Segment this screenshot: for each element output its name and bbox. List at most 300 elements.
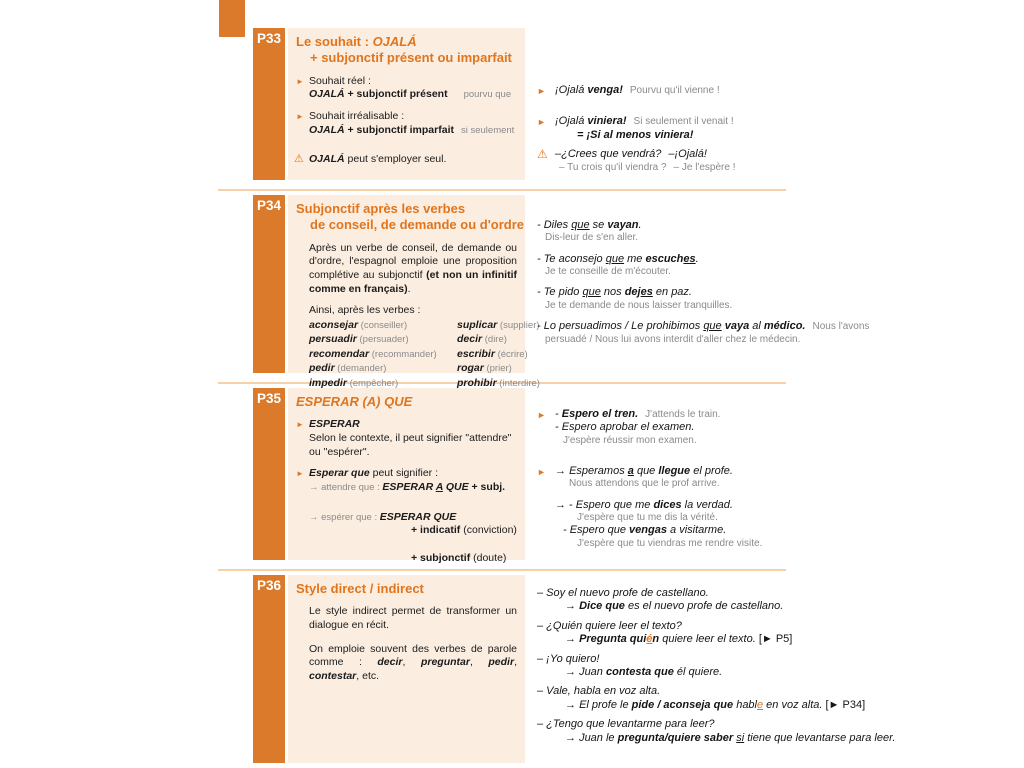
text-segment: ESPERAR QUE — [379, 510, 457, 523]
section-bar-p34 — [253, 195, 285, 373]
block-lines — [555, 499, 925, 550]
text-segment: Souhait irréalisable : — [309, 110, 405, 123]
text-segment: + indicatif — [411, 524, 461, 537]
text-segment: a visitarme. — [666, 524, 727, 537]
example-block — [537, 115, 925, 142]
text-segment: persuadir — [309, 333, 357, 346]
text-segment: dej — [624, 286, 641, 299]
text-segment: tiene que levantarse para leer. — [744, 731, 896, 744]
lesson-content-p33 — [294, 75, 517, 167]
text-segment: → — [565, 633, 580, 646]
text-line — [537, 320, 903, 347]
block-lines — [555, 148, 925, 174]
page-content — [253, 28, 1013, 763]
text-segment: escuch — [645, 252, 684, 265]
block-lines — [555, 465, 925, 491]
text-line — [309, 304, 517, 318]
text-segment: pedir — [309, 362, 335, 375]
text-line — [563, 524, 925, 537]
text-line — [555, 115, 925, 128]
text-segment: Pourvu qu'il vienne ! — [629, 85, 720, 96]
section-p35 — [253, 388, 1013, 564]
text-segment: , — [402, 656, 421, 669]
text-segment: Style direct / indirect — [296, 581, 424, 596]
text-segment: en voz alta. — [763, 698, 826, 711]
text-segment: → attendre que : — [309, 481, 383, 493]
content-block — [296, 110, 517, 137]
text-segment: → — [555, 465, 570, 477]
section-p34 — [253, 195, 1013, 389]
text-segment: al — [749, 319, 764, 332]
text-segment: se — [589, 219, 608, 231]
text-segment: pregunta/quiere saber — [617, 731, 734, 744]
text-segment: → espérer que : — [309, 511, 380, 523]
text-segment: que — [605, 252, 625, 265]
bullet-triangle-icon: ► — [296, 420, 304, 430]
lesson-panel-p35 — [288, 388, 525, 564]
lesson-content-p35 — [294, 418, 517, 565]
example-block — [537, 320, 925, 347]
text-segment: (et non un infinitif comme en français) — [309, 269, 517, 295]
text-segment: habl — [733, 698, 757, 711]
text-segment: - Lo persuadimos / Le prohibimos — [537, 319, 704, 332]
text-line — [537, 718, 925, 731]
text-segment: ESPERAR — [309, 418, 360, 431]
text-segment: → - — [555, 498, 576, 511]
text-segment: OJALÁ — [309, 123, 345, 136]
bullet-triangle-icon: ► — [537, 117, 546, 128]
example-block — [537, 685, 925, 712]
text-segment: preguntar — [420, 656, 470, 669]
warning-icon: ⚠ — [294, 153, 304, 166]
text-segment: - Te aconsejo — [537, 252, 606, 265]
text-line — [309, 124, 517, 138]
lesson-title-p33 — [294, 32, 517, 67]
text-line — [555, 148, 925, 161]
text-segment: (doute) — [470, 551, 507, 564]
text-line — [537, 620, 925, 633]
text-line — [545, 266, 925, 278]
section-bar-p36 — [253, 575, 285, 763]
text-segment: (interdire) — [496, 377, 540, 389]
text-segment: contestar — [309, 669, 357, 682]
text-segment: venga! — [587, 84, 623, 96]
text-segment: + subjonctif présent ou imparfait — [310, 50, 512, 66]
text-segment: . — [407, 282, 411, 295]
text-segment: – Tu crois qu'il viendra ? — [559, 161, 667, 173]
text-line — [309, 347, 455, 361]
block-lines — [309, 75, 517, 102]
section-bar-p33 — [253, 28, 285, 180]
text-segment: Juan — [579, 666, 606, 679]
text-segment: QUE — [442, 480, 469, 493]
section-number-p35: P35 — [256, 391, 282, 406]
page-corner-marker — [219, 0, 245, 37]
text-segment: Si seulement il venait ! — [633, 116, 734, 128]
text-segment: dices — [653, 498, 682, 511]
text-segment: - Espero aprobar el examen. — [555, 421, 695, 434]
text-segment: nos — [600, 286, 625, 299]
text-line — [537, 633, 925, 646]
block-lines — [537, 685, 925, 712]
text-line — [309, 511, 517, 525]
text-segment: A — [435, 480, 443, 493]
text-segment: . — [695, 252, 699, 265]
text-segment: –¡Ojalá! — [668, 148, 707, 161]
example-block — [537, 620, 925, 647]
text-segment: Espero que me — [575, 498, 654, 511]
text-segment: – ¿Quién quiere leer el texto? — [537, 619, 682, 632]
example-block — [537, 148, 925, 174]
text-line — [309, 432, 517, 459]
text-segment: vayan — [607, 219, 639, 231]
content-block — [296, 153, 517, 167]
text-line — [545, 232, 925, 244]
text-segment: = ¡Si al menos viniera! — [577, 128, 694, 141]
content-block — [296, 304, 517, 318]
text-segment: → — [565, 666, 580, 679]
lesson-content-p36 — [294, 605, 517, 683]
block-lines — [309, 418, 517, 459]
section-separator — [218, 189, 786, 191]
text-segment: e — [757, 698, 764, 711]
text-segment: J'espère réussir mon examen. — [563, 434, 697, 446]
text-segment: - — [555, 408, 562, 420]
text-line — [310, 50, 517, 66]
text-segment: Subjonctif après les verbes — [296, 201, 466, 216]
lesson-panel-p33 — [288, 28, 525, 180]
text-segment: (persuader) — [356, 334, 409, 346]
text-segment: - Espero que — [563, 524, 630, 537]
text-line — [296, 581, 517, 597]
text-segment: – ¡Yo quiero! — [537, 652, 600, 665]
text-segment: recomendar — [309, 347, 370, 360]
content-block — [296, 605, 517, 632]
text-segment: → — [565, 600, 580, 613]
text-segment: quiere leer el texto. — [659, 633, 759, 646]
text-segment: Espero el tren. — [561, 408, 639, 420]
text-line — [457, 376, 540, 390]
text-line — [537, 666, 925, 679]
text-segment: Souhait réel : — [309, 74, 371, 87]
text-segment: escribir — [457, 347, 495, 360]
content-block — [296, 75, 517, 102]
text-segment: [► P5] — [758, 633, 793, 646]
text-line — [309, 332, 455, 346]
block-lines — [309, 153, 517, 167]
text-segment: + subj. — [468, 480, 506, 493]
text-segment: – Je l'espère ! — [673, 161, 736, 173]
text-segment: que — [571, 219, 590, 231]
text-segment: rogar — [457, 362, 484, 375]
text-segment: – Soy el nuevo profe de castellano. — [537, 587, 709, 599]
content-block — [296, 643, 517, 684]
text-segment: en paz. — [652, 286, 692, 299]
text-segment: + subjonctif présent — [344, 88, 448, 101]
text-segment: médico. — [763, 319, 806, 332]
section-number-p33: P33 — [256, 31, 282, 46]
block-lines — [555, 408, 925, 447]
block-lines — [537, 653, 925, 680]
section-number-p36: P36 — [256, 578, 282, 593]
block-lines — [537, 587, 925, 614]
text-segment: - Te pido — [537, 286, 583, 299]
text-segment: , etc. — [356, 669, 380, 682]
text-segment: (conseiller) — [358, 319, 408, 331]
text-segment: vaya — [724, 319, 750, 332]
text-segment: suplicar — [457, 318, 498, 331]
bullet-triangle-icon: ► — [296, 469, 304, 479]
example-block — [537, 499, 925, 550]
text-segment: Le souhait : — [296, 34, 373, 49]
section-p33 — [253, 28, 1013, 180]
bullet-triangle-icon: ► — [537, 410, 546, 420]
text-line — [537, 587, 925, 600]
example-block — [537, 408, 925, 447]
lesson-title-p34 — [294, 199, 525, 234]
text-line — [537, 699, 925, 712]
text-segment: Selon le contexte, il peut signifier "attendre" ou "espérer". — [309, 432, 512, 458]
lesson-title-p36 — [294, 579, 517, 597]
text-line — [537, 685, 925, 698]
text-segment: a — [627, 465, 634, 477]
text-line — [559, 162, 925, 174]
block-lines — [309, 242, 517, 297]
text-line — [411, 524, 517, 538]
text-line — [555, 499, 925, 512]
text-segment: Après un verbe de conseil, de demande ou d'ordre, l'espagnol emploie une proposition complétive au subjonctif — [309, 241, 517, 282]
block-lines — [309, 467, 517, 565]
block-lines — [309, 110, 517, 137]
text-segment: Nous attendons que le prof arrive. — [569, 478, 720, 490]
lesson-title-p35 — [294, 392, 517, 410]
text-line — [577, 512, 925, 524]
example-block — [537, 465, 925, 491]
text-segment: (écrire) — [494, 348, 528, 360]
example-block — [537, 653, 925, 680]
text-line — [537, 286, 925, 299]
block-lines — [309, 605, 517, 632]
text-line — [296, 34, 517, 50]
text-segment: (recommander) — [369, 348, 437, 360]
text-segment: contesta que — [605, 666, 674, 679]
text-segment: (empêcher) — [346, 377, 399, 389]
text-line — [555, 465, 925, 478]
lesson-content-p34 — [294, 241, 540, 391]
text-segment: Nous l'avons persuadé / Nous lui avons interdit d'aller chez le médecin. — [545, 320, 870, 346]
text-line — [309, 481, 517, 495]
text-segment: J'espère que tu viendras me rendre visite. — [577, 537, 763, 549]
text-line — [537, 600, 925, 613]
examples-column-p35 — [525, 388, 925, 560]
text-segment: llegue — [658, 465, 691, 477]
block-lines — [537, 253, 925, 279]
text-segment: + subjonctif — [411, 551, 471, 564]
text-line — [411, 552, 517, 566]
text-line — [569, 478, 925, 490]
examples-column-p34 — [525, 195, 925, 373]
text-segment: , — [469, 656, 489, 669]
block-lines — [309, 643, 517, 684]
text-segment: Je te demande de nous laisser tranquilles. — [545, 299, 733, 311]
section-p36 — [253, 575, 1013, 763]
content-block — [296, 418, 517, 459]
text-segment: Dis-leur de s'en aller. — [545, 232, 639, 244]
text-segment: es — [640, 286, 653, 299]
text-segment: Pregunta qui — [579, 633, 647, 646]
text-segment: ¡Ojalá — [555, 115, 588, 128]
examples-column-p36 — [525, 575, 925, 763]
text-segment: ¡Ojalá — [555, 84, 588, 96]
text-segment: vengas — [629, 524, 667, 537]
text-segment: peut s'employer seul. — [344, 153, 447, 166]
text-line — [296, 201, 517, 217]
text-segment: n — [652, 633, 660, 646]
text-segment: + subjonctif imparfait — [344, 123, 454, 136]
text-line — [537, 219, 925, 232]
text-segment: [► P34] — [825, 698, 866, 711]
text-segment: Esperamos — [569, 465, 628, 477]
text-segment: – Vale, habla en voz alta. — [537, 685, 661, 698]
text-line — [577, 538, 925, 550]
text-segment: pourvu que — [463, 89, 512, 101]
text-segment: Je te conseille de m'écouter. — [545, 266, 671, 277]
block-lines — [537, 620, 925, 647]
text-line — [309, 110, 517, 124]
text-segment: que — [633, 465, 659, 477]
text-segment: El profe le — [579, 698, 632, 711]
block-lines — [555, 115, 925, 142]
text-segment: (supplier) — [497, 319, 540, 331]
text-segment: OJALÁ — [372, 34, 417, 49]
text-segment: . — [638, 219, 642, 231]
example-block — [537, 219, 925, 245]
text-segment: me — [624, 252, 646, 265]
text-line — [555, 408, 925, 421]
text-segment: OJALÁ — [309, 88, 345, 101]
text-segment: é — [646, 633, 653, 646]
text-segment: ESPERAR — [382, 480, 436, 493]
section-bar-p35 — [253, 388, 285, 560]
lesson-panel-p36 — [288, 575, 525, 763]
text-segment: decir — [457, 333, 483, 346]
text-segment: impedir — [309, 376, 347, 389]
lesson-panel-p34 — [288, 195, 540, 389]
block-lines — [537, 320, 925, 347]
text-segment: Le style indirect permet de transformer un dialogue en récit. — [309, 605, 517, 632]
text-line — [545, 300, 925, 312]
text-segment: él quiere. — [673, 666, 723, 679]
text-segment: si seulement — [460, 124, 515, 136]
text-line — [537, 253, 925, 266]
block-lines — [537, 219, 925, 245]
text-line — [309, 242, 517, 297]
text-line — [309, 75, 517, 89]
text-line — [309, 643, 517, 684]
text-line — [537, 653, 925, 666]
block-lines — [537, 286, 925, 312]
text-line — [310, 217, 525, 233]
text-segment: prohibir — [457, 376, 497, 389]
text-line — [309, 418, 517, 432]
text-segment: peut signifier : — [369, 467, 438, 480]
text-segment: Esperar que — [309, 467, 370, 480]
warning-icon: ⚠ — [537, 147, 548, 162]
bullet-triangle-icon: ► — [296, 112, 304, 122]
text-line — [309, 467, 517, 481]
text-segment: viniera! — [587, 115, 627, 128]
text-line — [309, 318, 455, 332]
text-line — [309, 153, 517, 167]
text-segment: si — [736, 731, 745, 744]
text-segment: que — [703, 319, 722, 332]
section-number-p34: P34 — [256, 198, 282, 213]
text-line — [309, 605, 517, 632]
text-line — [555, 84, 925, 97]
text-segment: de conseil, de demande ou d'ordre — [310, 217, 525, 233]
text-line — [296, 394, 517, 410]
text-segment: (prier) — [483, 363, 512, 375]
content-block — [296, 467, 517, 565]
text-segment: J'espère que tu me dis la vérité. — [577, 512, 718, 523]
text-line — [563, 435, 925, 447]
bullet-triangle-icon: ► — [296, 76, 304, 86]
text-line — [309, 88, 517, 102]
block-lines — [537, 718, 925, 745]
examples-column-p33 — [525, 28, 925, 180]
text-segment: (dire) — [482, 334, 507, 346]
text-segment: On emploie souvent des verbes de parole comme : — [309, 642, 517, 669]
text-segment: Ainsi, après les verbes : — [309, 304, 421, 317]
text-segment: es el nuevo profe de castellano. — [624, 600, 784, 613]
example-block — [537, 253, 925, 279]
text-line — [457, 347, 540, 361]
text-segment: , — [514, 656, 517, 669]
text-segment: – ¿Tengo que levantarme para leer? — [537, 718, 715, 731]
text-segment: Juan le — [579, 731, 618, 744]
text-segment: (demander) — [334, 363, 387, 375]
text-line — [577, 129, 925, 142]
text-segment: (conviction) — [460, 524, 517, 537]
text-segment: aconsejar — [309, 318, 359, 331]
example-block — [537, 84, 925, 97]
content-block — [296, 242, 517, 297]
text-segment: → — [565, 731, 580, 744]
text-line — [457, 332, 540, 346]
text-segment: pide / aconseja que — [631, 698, 734, 711]
text-segment: es — [683, 252, 696, 265]
text-segment: pedir — [488, 656, 515, 669]
example-block — [537, 286, 925, 312]
content-block — [296, 318, 540, 390]
block-lines — [309, 304, 517, 318]
text-line — [309, 361, 455, 375]
text-line — [537, 732, 925, 745]
bullet-triangle-icon: ► — [537, 86, 546, 96]
text-segment: - Diles — [537, 219, 572, 231]
text-segment: decir — [377, 656, 403, 669]
text-line — [457, 318, 540, 332]
text-line — [555, 421, 925, 434]
section-separator — [218, 569, 786, 571]
text-line — [457, 361, 540, 375]
text-segment: J'attends le train. — [645, 409, 721, 420]
text-segment: –¿Crees que vendrá? — [555, 148, 662, 161]
text-line — [309, 376, 455, 390]
block-lines — [555, 84, 925, 97]
example-block — [537, 718, 925, 745]
text-segment: OJALÁ — [309, 153, 345, 166]
